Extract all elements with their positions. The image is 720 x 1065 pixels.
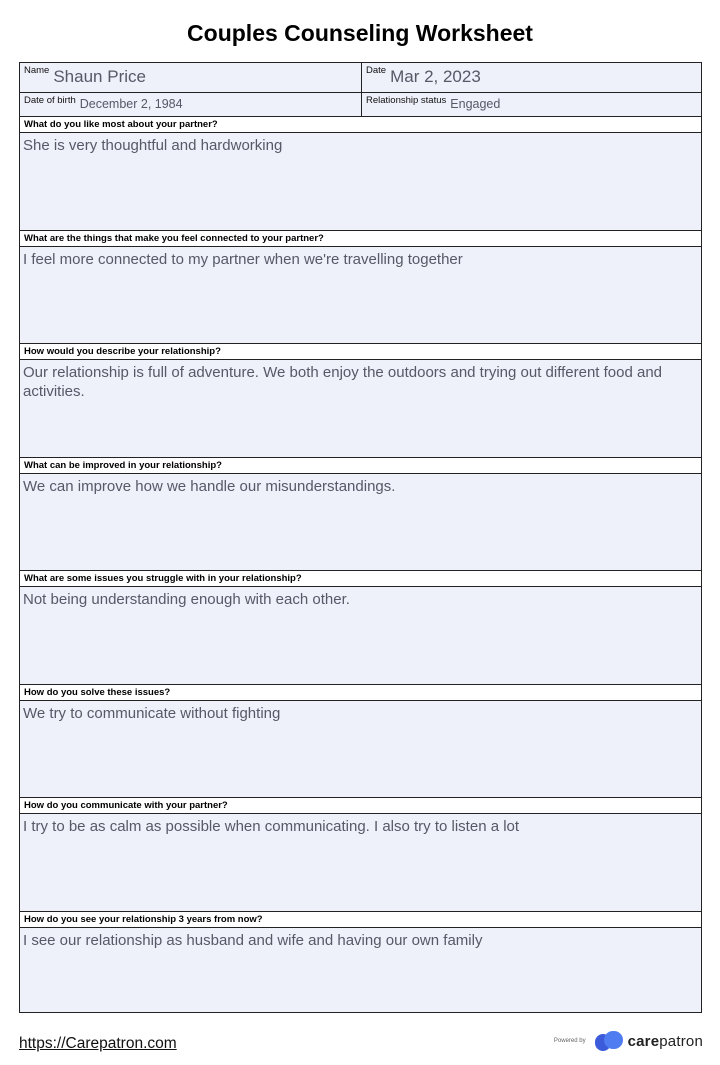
date-field[interactable] xyxy=(362,63,701,92)
question-label: How do you communicate with your partner? xyxy=(20,798,701,814)
answer-field[interactable]: We can improve how we handle our misunderstandings. xyxy=(23,477,396,495)
brand-name-rest: patron xyxy=(659,1032,703,1050)
question-section xyxy=(20,458,701,572)
relationship-status-value: Engaged xyxy=(450,97,501,111)
powered-by-brand xyxy=(554,1030,703,1052)
page-title: Couples Counseling Worksheet xyxy=(187,20,533,46)
question-section xyxy=(20,231,701,345)
date-label: Date xyxy=(366,65,387,76)
name-label: Name xyxy=(24,65,50,76)
brand-name-bold: care xyxy=(627,1032,660,1050)
answer-field[interactable]: Not being understanding enough with each other. xyxy=(23,591,350,608)
relationship-status-field[interactable] xyxy=(362,93,701,116)
question-label: What are the things that make you feel connected to your partner? xyxy=(20,231,701,247)
question-label: What do you like most about your partner? xyxy=(20,117,701,133)
carepatron-link[interactable]: https://Carepatron.com xyxy=(19,1035,177,1052)
worksheet-form xyxy=(19,62,702,1013)
header-row-1 xyxy=(20,63,701,93)
powered-by-label: Powered by xyxy=(553,1038,586,1044)
dob-field[interactable] xyxy=(20,93,362,116)
question-section xyxy=(20,117,701,231)
brand-name xyxy=(628,1033,703,1050)
date-value: Mar 2, 2023 xyxy=(390,67,481,86)
answer-field[interactable]: I feel more connected to my partner when we're travelling together xyxy=(23,250,463,268)
dob-value: December 2, 1984 xyxy=(79,97,183,111)
answer-field[interactable]: She is very thoughtful and hardworking xyxy=(23,137,283,154)
question-section xyxy=(20,344,701,458)
name-value: Shaun Price xyxy=(53,67,146,86)
question-label: How do you solve these issues? xyxy=(20,685,701,701)
question-section xyxy=(20,798,701,912)
dob-label: Date of birth xyxy=(24,95,76,106)
answer-field[interactable]: I try to be as calm as possible when communicating. I also try to listen a lot xyxy=(23,818,520,835)
question-label: How would you describe your relationship? xyxy=(20,344,701,360)
header-row-2 xyxy=(20,93,701,117)
answer-field[interactable]: I see our relationship as husband and wife and having our own family xyxy=(23,931,483,949)
answer-field[interactable]: Our relationship is full of adventure. We both enjoy the outdoors and trying out different food and activities. xyxy=(23,364,663,400)
question-label: What can be improved in your relationship? xyxy=(20,458,701,474)
answer-field[interactable]: We try to communicate without fighting xyxy=(23,704,281,722)
question-section xyxy=(20,912,701,1013)
question-label: What are some issues you struggle with in your relationship? xyxy=(20,571,701,587)
question-label: How do you see your relationship 3 years from now? xyxy=(20,912,701,928)
relationship-status-label: Relationship status xyxy=(366,95,447,106)
carepatron-logo-icon xyxy=(594,1030,624,1052)
question-section xyxy=(20,571,701,685)
question-section xyxy=(20,685,701,799)
name-field[interactable] xyxy=(20,63,362,92)
